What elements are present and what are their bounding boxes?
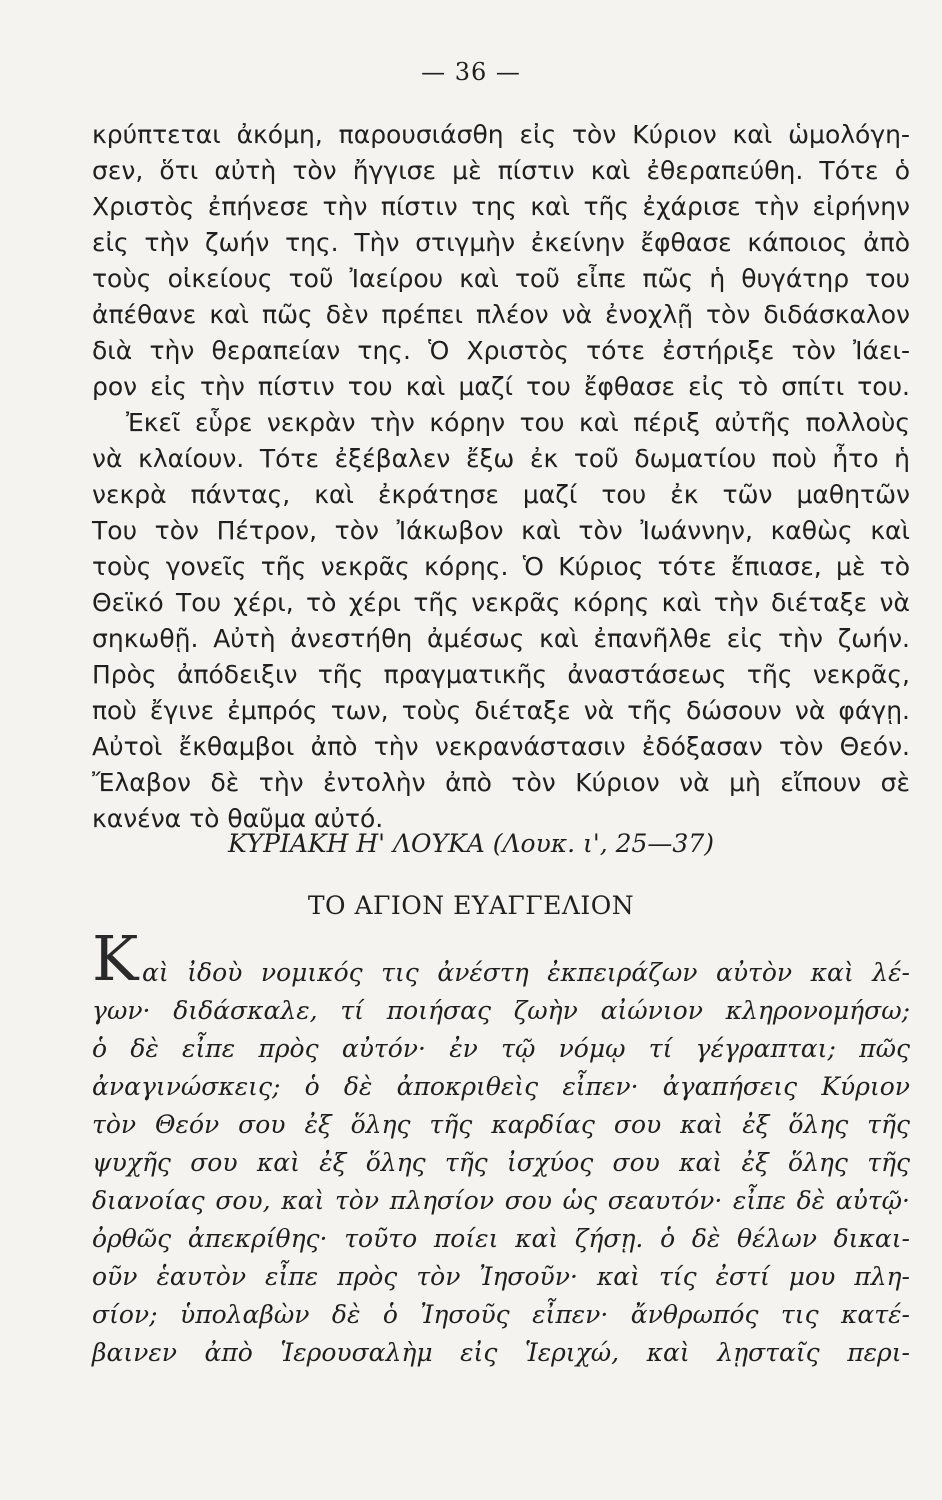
body-line: κρύπτεται ἀκόμη, παρουσιάσθη εἰς τὸν Κύριον καὶ ὡμολόγη- (92, 120, 910, 149)
body-line: σηκωθῇ. Αὐτὴ ἀνεστήθη ἀμέσως καὶ ἐπανῆλθε εἰς τὴν ζωήν. (92, 624, 910, 653)
body-line: σεν, ὅτι αὐτὴ τὸν ἤγγισε μὲ πίστιν καὶ ἐθεραπεύθη. Τότε ὁ (92, 156, 910, 185)
body-line: Αὐτοὶ ἔκθαμβοι ἀπὸ τὴν νεκρανάστασιν ἐδόξασαν τὸν Θεόν. (92, 732, 910, 761)
gospel-line: διανοίας σου, καὶ τὸν πλησίον σου ὡς σεαυτόν· εἶπε δὲ αὐτῷ· (92, 1186, 910, 1215)
body-line: Ἔλαβον δὲ τὴν ἐντολὴν ἀπὸ τὸν Κύριον νὰ μὴ εἴπουν σὲ (92, 768, 910, 797)
gospel-line: σίον; ὑπολαβὼν δὲ ὁ Ἰησοῦς εἶπεν· ἄνθρωπός τις κατέ- (92, 1300, 910, 1329)
body-line: διὰ τὴν θεραπείαν της. Ὁ Χριστὸς τότε ἐστήριξε τὸν Ἰάει- (92, 336, 910, 365)
body-line: Χριστὸς ἐπήνεσε τὴν πίστιν της καὶ τῆς ἐχάρισε τὴν εἰρήνην (92, 192, 910, 221)
gospel-line: ὀρθῶς ἀπεκρίθης· τοῦτο ποίει καὶ ζήσῃ. ὁ δὲ θέλων δικαι- (92, 1224, 910, 1253)
body-line: ἀπέθανε καὶ πῶς δὲν πρέπει πλέον νὰ ἐνοχλῇ τὸν διδάσκαλον (92, 300, 910, 329)
gospel-line: αὶ ἰδοὺ νομικός τις ἀνέστη ἐκπειράζων αὐτὸν καὶ λέ- (142, 958, 910, 987)
body-line: νὰ κλαίουν. Τότε ἐξέβαλεν ἔξω ἐκ τοῦ δωματίου ποὺ ἦτο ἡ (92, 444, 910, 473)
body-line: ρον εἰς τὴν πίστιν του καὶ μαζί του ἔφθασε εἰς τὸ σπίτι του. (92, 372, 910, 401)
gospel-line: οῦν ἑαυτὸν εἶπε πρὸς τὸν Ἰησοῦν· καὶ τίς ἐστί μου πλη- (92, 1262, 910, 1291)
body-line: ποὺ ἔγινε ἐμπρός των, τοὺς διέταξε νὰ τῆς δώσουν νὰ φάγῃ. (92, 696, 910, 725)
gospel-line: γων· διδάσκαλε, τί ποιήσας ζωὴν αἰώνιον κληρονομήσω; (92, 996, 910, 1025)
body-line: νεκρὰ πάντας, καὶ ἐκράτησε μαζί του ἐκ τῶν μαθητῶν (92, 480, 910, 509)
body-line: τοὺς γονεῖς τῆς νεκρᾶς κόρης. Ὁ Κύριος τότε ἔπιασε, μὲ τὸ (92, 552, 910, 581)
body-line: τοὺς οἰκείους τοῦ Ἰαείρου καὶ τοῦ εἶπε πῶς ἡ θυγάτηρ του (92, 264, 910, 293)
page-number: — 36 — (421, 58, 521, 86)
gospel-line: τὸν Θεόν σου ἐξ ὅλης τῆς καρδίας σου καὶ ἐξ ὅλης τῆς (92, 1110, 910, 1139)
body-line: Του τὸν Πέτρον, τὸν Ἰάκωβον καὶ τὸν Ἰωάννην, καθὼς καὶ (92, 516, 910, 545)
body-line: κανένα τὸ θαῦμα αὐτό. (92, 804, 384, 833)
gospel-line: ἀναγινώσκεις; ὁ δὲ ἀποκριθεὶς εἶπεν· ἀγαπήσεις Κύριον (92, 1072, 910, 1101)
body-line: Πρὸς ἀπόδειξιν τῆς πραγματικῆς ἀναστάσεως τῆς νεκρᾶς, (92, 660, 910, 689)
drop-cap: Κ (92, 922, 139, 995)
gospel-subheading: ΤΟ ΑΓΙΟΝ ΕΥΑΓΓΕΛΙΟΝ (307, 891, 635, 920)
body-line: εἰς τὴν ζωήν της. Τὴν στιγμὴν ἐκείνην ἔφθασε κάποιος ἀπὸ (92, 228, 910, 257)
section-heading: ΚΥΡΙΑΚΗ Η' ΛΟΥΚΑ (Λουκ. ι', 25—37) (228, 829, 714, 858)
gospel-line: ψυχῆς σου καὶ ἐξ ὅλης τῆς ἰσχύος σου καὶ ἐξ ὅλης τῆς (92, 1148, 910, 1177)
gospel-line: βαινεν ἀπὸ Ἱερουσαλὴμ εἰς Ἱεριχώ, καὶ λῃσταῖς περι- (92, 1338, 910, 1367)
gospel-line: ὁ δὲ εἶπε πρὸς αὐτόν· ἐν τῷ νόμῳ τί γέγραπται; πῶς (92, 1034, 910, 1063)
body-line: Θεϊκό Του χέρι, τὸ χέρι τῆς νεκρᾶς κόρης καὶ τὴν διέταξε νὰ (92, 588, 910, 617)
body-line: Ἐκεῖ εὗρε νεκρὰν τὴν κόρην του καὶ πέριξ αὐτῆς πολλοὺς (126, 408, 910, 437)
